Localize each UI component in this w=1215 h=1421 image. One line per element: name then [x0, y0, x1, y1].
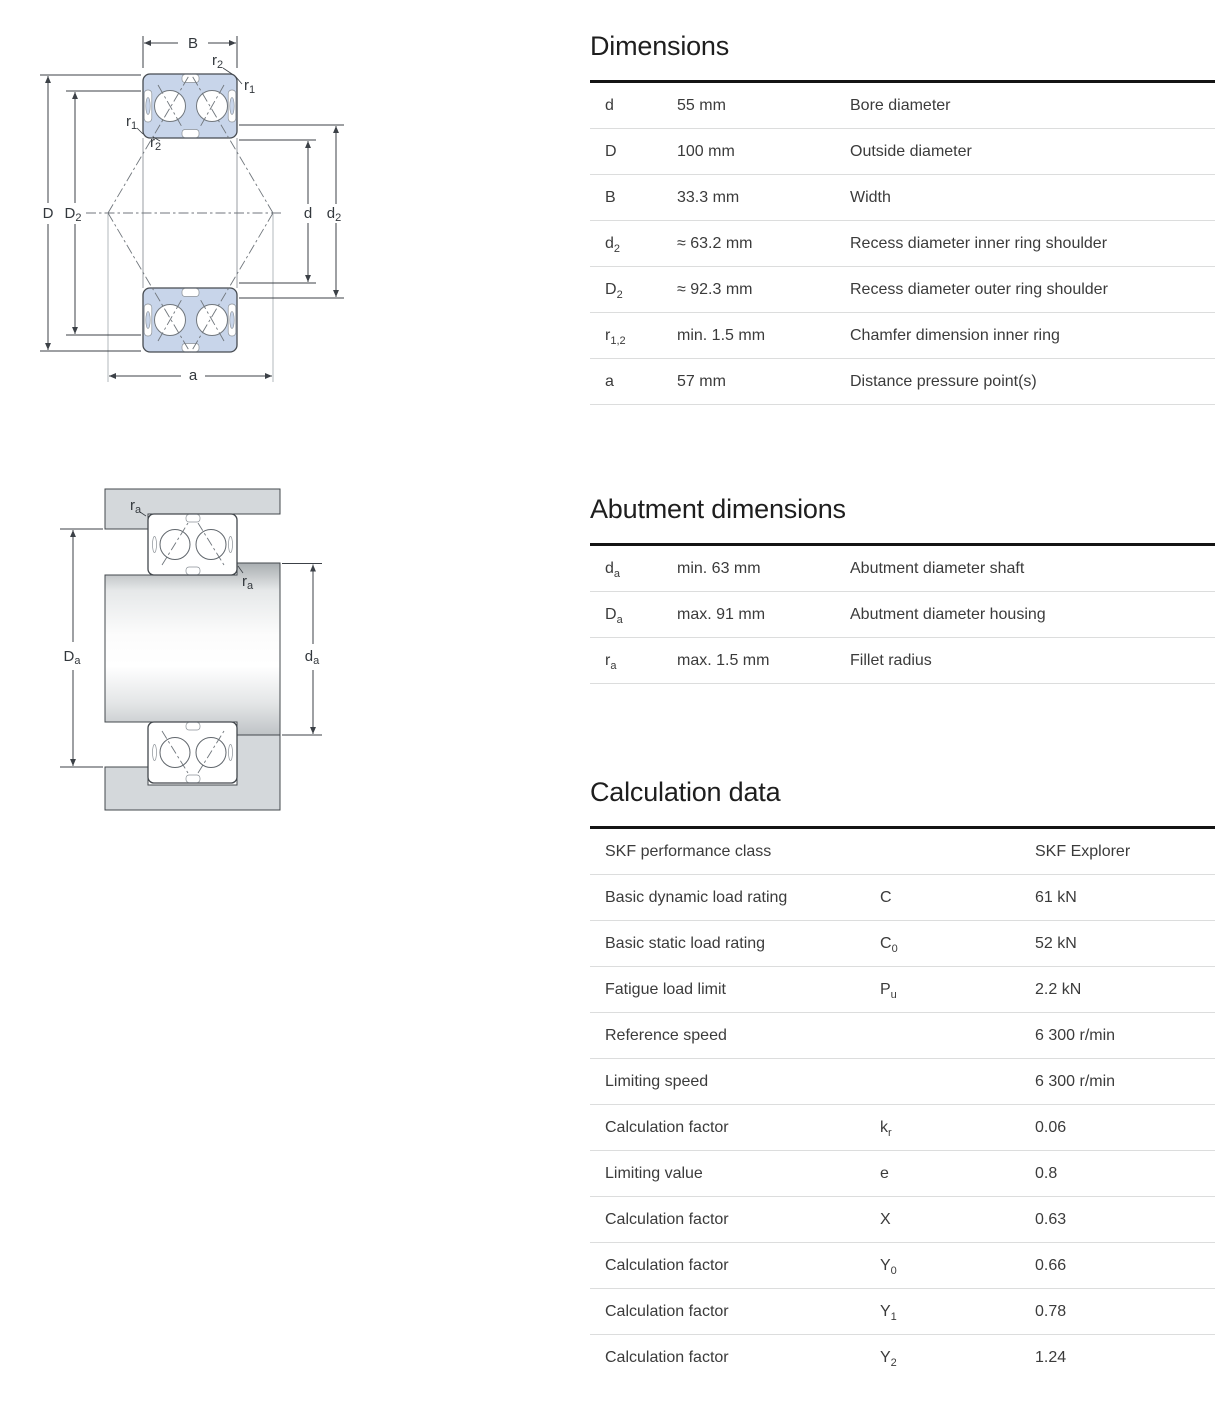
table-row: [590, 875, 1215, 921]
label-cell: Reference speed: [590, 1013, 880, 1059]
label-cell: Calculation factor: [605, 1348, 729, 1366]
dim-label-r1-left: $r_1$: [126, 113, 138, 132]
value-cell: 55 mm: [677, 82, 850, 129]
symbol-cell: $C_0$: [880, 921, 1035, 967]
description-cell: Outside diameter: [850, 129, 1215, 175]
description-cell: Fillet radius: [850, 638, 1215, 684]
dim-label-Da: $D_a$: [63, 648, 81, 667]
value-cell: ≈ 63.2 mm: [677, 221, 850, 267]
label-cell: Calculation factor: [590, 1243, 880, 1289]
dim-label-d: d: [303, 205, 313, 222]
table-row: [590, 592, 1215, 638]
label-cell: Basic static load rating: [590, 921, 880, 967]
value-cell: 61 kN: [1035, 875, 1215, 921]
description-cell: Abutment diameter shaft: [850, 545, 1215, 592]
symbol-cell: C: [880, 875, 1035, 921]
table-row: [590, 638, 1215, 684]
dim-label-da: $d_a$: [304, 648, 320, 667]
value-cell: 0.78: [1035, 1289, 1215, 1335]
dim-label-r1-top-right: $r_1$: [244, 77, 256, 96]
dim-label-D2: $D_2$: [64, 205, 82, 224]
symbol-cell: $Y_2$: [880, 1348, 897, 1369]
symbol-cell: X: [880, 1197, 1035, 1243]
seal: [146, 312, 150, 329]
value-cell: 0.63: [1035, 1197, 1215, 1243]
dimensions-heading: Dimensions: [590, 31, 730, 61]
seal: [146, 98, 150, 115]
table-row: [590, 82, 1215, 129]
label-cell: Calculation factor: [590, 1197, 880, 1243]
dim-label-a: a: [188, 367, 198, 384]
symbol-cell: $k_r$: [880, 1105, 1035, 1151]
value-cell: 6 300 r/min: [1035, 1059, 1215, 1105]
label-cell: SKF performance class: [590, 828, 880, 875]
symbol-cell: $P_u$: [880, 967, 1035, 1013]
bearing-mounting-drawing: [30, 462, 370, 857]
description-cell: Recess diameter inner ring shoulder: [850, 221, 1215, 267]
calculation-data-heading: Calculation data: [590, 777, 781, 807]
table-row: [590, 1289, 1215, 1335]
value-cell: 33.3 mm: [677, 175, 850, 221]
symbol-cell: $d_a$: [590, 545, 677, 592]
table-row: [590, 313, 1215, 359]
table-row: [590, 921, 1215, 967]
seal: [230, 98, 234, 115]
symbol-cell: $d_2$: [590, 221, 677, 267]
description-cell: Abutment diameter housing: [850, 592, 1215, 638]
value-cell: 0.66: [1035, 1243, 1215, 1289]
dim-label-ra-top: $r_a$: [130, 497, 142, 516]
value-cell: 0.06: [1035, 1105, 1215, 1151]
abutment-dimensions-section: [590, 493, 1215, 684]
value-cell: ≈ 92.3 mm: [677, 267, 850, 313]
table-row: [590, 267, 1215, 313]
table-row: [590, 967, 1215, 1013]
table-row: [590, 1335, 1215, 1381]
dim-label-D: D: [42, 205, 54, 222]
table-row: [590, 828, 1215, 875]
symbol-cell: $r_a$: [590, 638, 677, 684]
value-cell: 0.8: [1035, 1151, 1215, 1197]
calculation-data-table: [590, 826, 1215, 1380]
description-cell: Chamfer dimension inner ring: [850, 313, 1215, 359]
dim-label-d2: $d_2$: [326, 205, 342, 224]
label-cell: Basic dynamic load rating: [590, 875, 880, 921]
symbol-cell: D: [590, 129, 677, 175]
label-cell: Calculation factor: [590, 1289, 880, 1335]
bearing-cross-section-svg: [20, 18, 380, 418]
symbol-cell: $Y_1$: [880, 1289, 1035, 1335]
table-row: [590, 129, 1215, 175]
value-cell: max. 1.5 mm: [677, 638, 850, 684]
table-row: [590, 1197, 1215, 1243]
table-row: [590, 221, 1215, 267]
value-cell: 1.24: [1035, 1348, 1067, 1366]
bearing-cross-section-drawing: [20, 18, 380, 423]
symbol-cell: $D_2$: [590, 267, 677, 313]
symbol-cell: a: [590, 359, 677, 405]
value-cell: 6 300 r/min: [1035, 1013, 1215, 1059]
label-cell: Fatigue load limit: [590, 967, 880, 1013]
calculation-data-section: [590, 776, 1215, 1380]
symbol-cell: [880, 828, 1035, 875]
bearing-mounting-svg: [30, 462, 370, 852]
table-row: [590, 545, 1215, 592]
value-cell: 2.2 kN: [1035, 967, 1215, 1013]
shaft: [105, 563, 280, 735]
value-cell: 52 kN: [1035, 921, 1215, 967]
dimensions-section: [590, 30, 1215, 405]
label-cell: Limiting value: [590, 1151, 880, 1197]
value-cell: 57 mm: [677, 359, 850, 405]
abutment-dimensions-table: [590, 543, 1215, 684]
table-row: [590, 359, 1215, 405]
table-row: [590, 175, 1215, 221]
label-cell: Limiting speed: [590, 1059, 880, 1105]
symbol-cell: $D_a$: [590, 592, 677, 638]
table-row: [590, 1151, 1215, 1197]
description-cell: Recess diameter outer ring shoulder: [850, 267, 1215, 313]
table-row: [590, 1059, 1215, 1105]
symbol-cell: [880, 1059, 1035, 1105]
value-cell: SKF Explorer: [1035, 828, 1215, 875]
table-row: [590, 1105, 1215, 1151]
dimensions-table: [590, 80, 1215, 405]
seal: [230, 312, 234, 329]
dim-label-ra-right: $r_a$: [242, 573, 254, 592]
abutment-dimensions-heading: Abutment dimensions: [590, 494, 846, 524]
table-row: [590, 1013, 1215, 1059]
value-cell: min. 63 mm: [677, 545, 850, 592]
table-row: [590, 1243, 1215, 1289]
value-cell: max. 91 mm: [677, 592, 850, 638]
dim-label-B: B: [187, 35, 199, 52]
upper-bearing-section: [148, 514, 237, 575]
value-cell: 100 mm: [677, 129, 850, 175]
value-cell: min. 1.5 mm: [677, 313, 850, 359]
description-cell: Bore diameter: [850, 82, 1215, 129]
symbol-cell: [880, 1013, 1035, 1059]
symbol-cell: $r_{1,2}$: [590, 313, 677, 359]
symbol-cell: e: [880, 1151, 1035, 1197]
dim-label-r2-left: $r_2$: [150, 134, 162, 153]
symbol-cell: $Y_0$: [880, 1243, 1035, 1289]
description-cell: Distance pressure point(s): [850, 359, 1215, 405]
symbol-cell: d: [590, 82, 677, 129]
description-cell: Width: [850, 175, 1215, 221]
spec-content: [590, 30, 1215, 1380]
label-cell: Calculation factor: [590, 1105, 880, 1151]
dim-label-r2-top: $r_2$: [212, 52, 224, 71]
symbol-cell: B: [590, 175, 677, 221]
